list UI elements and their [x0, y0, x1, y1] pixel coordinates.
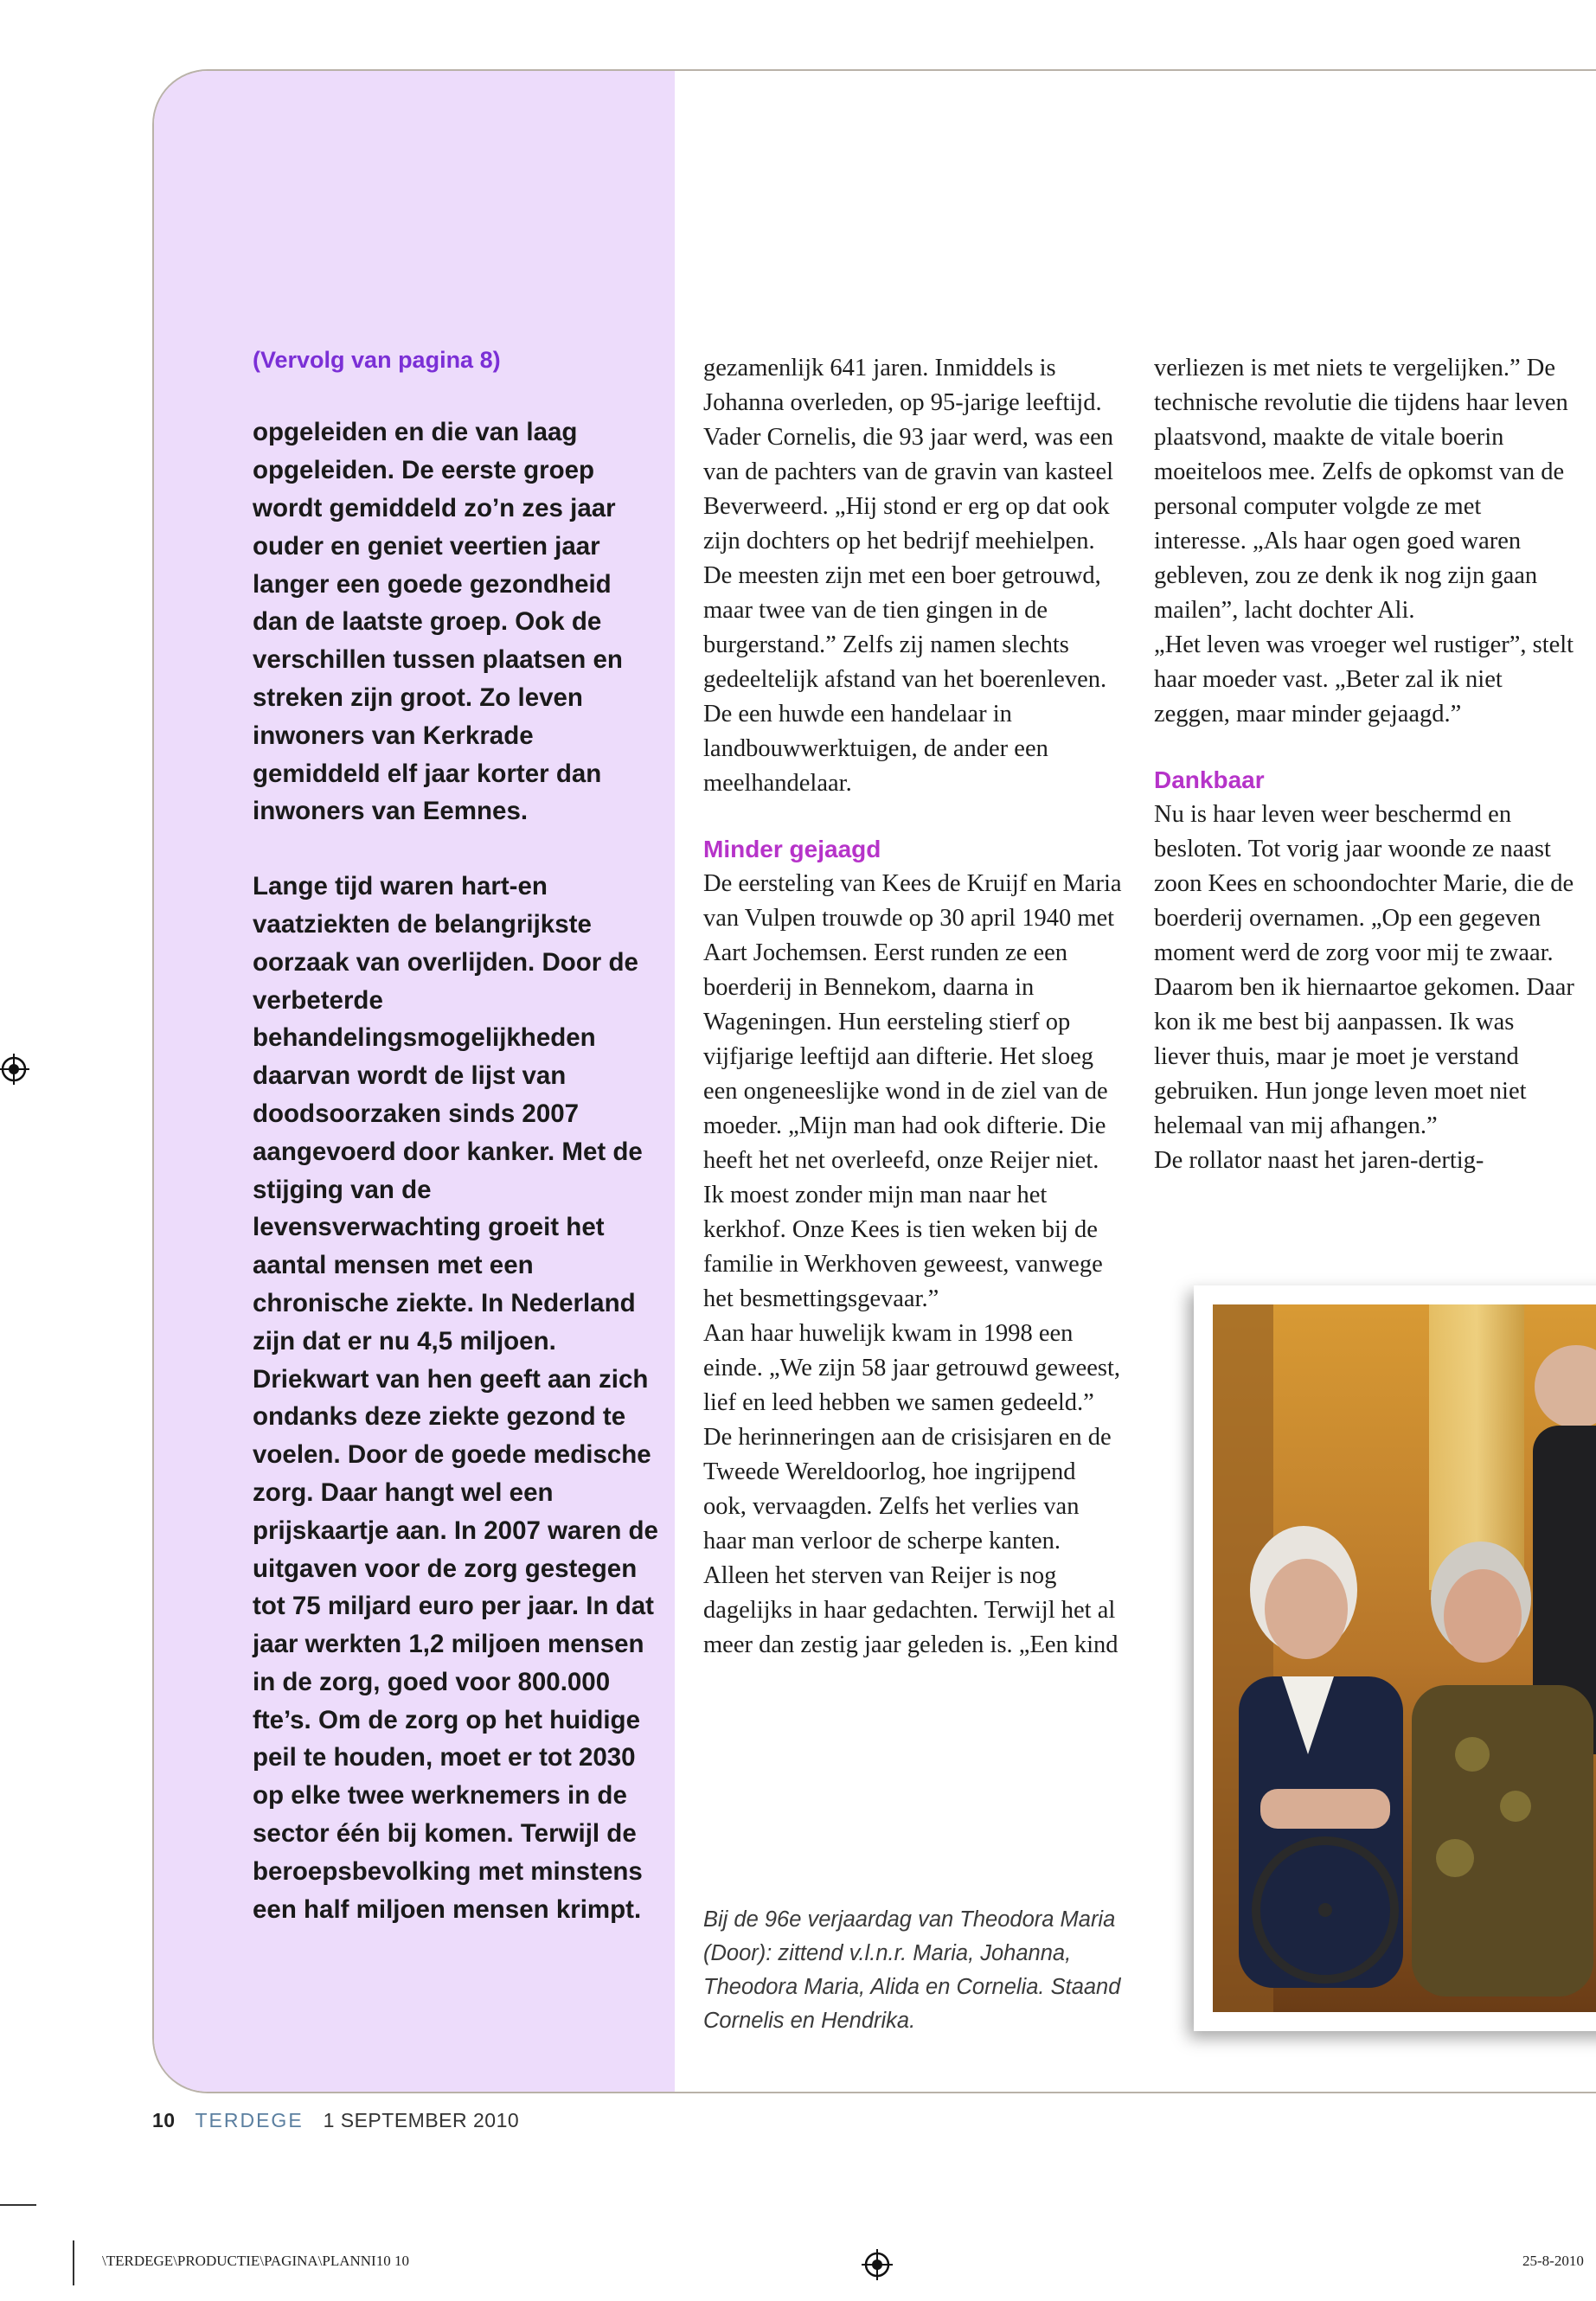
- crop-mark: [0, 2204, 36, 2206]
- family-photo-illustration: [1213, 1304, 1596, 2012]
- left-column: [253, 346, 659, 1965]
- registration-mark-icon: [862, 2249, 893, 2280]
- left-paragraph: Lange tijd waren hart-en vaatziekten de belangrijkste oorzaak van overlijden. Door de verbeterde behandelingsmogelijkheden daarvan wordt de lijst van doodsoorzaken sinds 2007 aangevoerd door kanker. Met de stijging van de levensverwachting groeit het aantal mensen met een chronische ziekte. In Nederland zijn dat er nu 4,5 miljoen. Driekwart van hen geeft aan zich ondanks deze ziekte gezond te voelen. Door de goede medische zorg. Daar hangt wel een prijskaartje aan. In 2007 waren de uitgaven voor de zorg gestegen tot 75 miljard euro per jaar. In dat jaar werkten 1,2 miljoen mensen in de zorg, goed voor 800.000 fte’s. Om de zorg op het huidige peil te houden, moet er tot 2030 op elke twee werknemers in de sector één bij komen. Terwijl de beroepsbevolking met minstens een half miljoen mensen krimpt.: [253, 872, 658, 1924]
- page-number: 10: [152, 2109, 176, 2131]
- left-paragraph: opgeleiden en die van laag opgeleiden. De eerste groep wordt gemiddeld zo’n zes jaar ouder en geniet veertien jaar langer een goede gezondheid dan de laatste groep. Ook de verschillen tussen plaatsen en streken zijn groot. Zo leven inwoners van Kerkrade gemiddeld elf jaar korter dan inwoners van Eemnes.: [253, 418, 623, 826]
- right-column: [1154, 351, 1574, 1178]
- photo-caption: Bij de 96e verjaardag van Theodora Maria (Door): zittend v.l.n.r. Maria, Johanna, Theodora Maria, Alida en Cornelia. Staand Cornelis en Hendrika.: [703, 1907, 1121, 2033]
- seated-person-hands: [1260, 1789, 1390, 1829]
- registration-mark-icon: [0, 1054, 29, 1085]
- body-paragraph: Vader Cornelis, die 93 jaar werd, was een van de pachters van de gravin van kasteel Beverweerd. „Hij stond er erg op dat ook zijn dochters op het bedrijf meehielpen. De meesten zijn met een boer getrouwd, maar twee van de tien gingen in de burgerstand.” Zelfs zij namen slechts gedeeltelijk afstand van het boerenleven. De een huwde een handelaar in landbouwwerktuigen, de ander een meelhandelaar.: [703, 424, 1114, 797]
- slug-date: 25-8-2010: [1522, 2253, 1584, 2269]
- seated-person-face: [1265, 1559, 1348, 1659]
- page-folio: [152, 2109, 519, 2132]
- photo-card: [1194, 1285, 1596, 2031]
- body-paragraph: De eersteling van Kees de Kruijf en Maria van Vulpen trouwde op 30 april 1940 met Aart Jochemsen. Eerst runden ze een boerderij in Bennekom, daarna in Wageningen. Hun eersteling stierf op vijfjarige leeftijd aan difterie. Het sloeg een ongeneeslijke wond in de ziel van de moeder. „Mijn man had ook difterie. Die heeft het net overleefd, onze Reijer niet. Ik moest zonder mijn man naar het kerkhof. Onze Kees is tien weken bij de familie in Werkhoven geweest, vanwege het besmettingsgevaar.”: [703, 870, 1122, 1312]
- issue-date: 1 SEPTEMBER 2010: [323, 2109, 520, 2131]
- section-heading: Dankbaar: [1154, 766, 1265, 793]
- seated-person-body-2: [1412, 1685, 1593, 1997]
- family-photo: [1213, 1304, 1596, 2012]
- magazine-name: TERDEGE: [195, 2109, 304, 2131]
- middle-column: [703, 351, 1124, 1663]
- continued-from-label: (Vervolg van pagina 8): [253, 347, 501, 373]
- body-paragraph: Nu is haar leven weer beschermd en besloten. Tot vorig jaar woonde ze naast zoon Kees en schoondochter Marie, die de boerderij overnamen. „Op een gegeven moment werd de zorg voor mij te zwaar. Daarom ben ik hiernaartoe gekomen. Daar kon ik me best bij aanpassen. Ik was liever thuis, maar je moet je verstand gebruiken. Hun jonge leven moet niet helemaal van mij afhangen.”: [1154, 801, 1574, 1139]
- seated-person-face-2: [1444, 1569, 1522, 1663]
- slug-path: \TERDEGE\PRODUCTIE\PAGINA\PLANNI10 10: [102, 2253, 409, 2269]
- section-heading: Minder gejaagd: [703, 836, 881, 862]
- body-paragraph: verliezen is met niets te vergelijken.” De technische revolutie die tijdens haar leven plaatsvond, maakte de vitale boerin moeiteloos mee. Zelfs de opkomst van de personal computer volgde ze met interesse. „Als haar ogen goed waren gebleven, zou ze denk ik nog zijn gaan mailen”, lacht dochter Ali.: [1154, 355, 1568, 624]
- body-paragraph: De rollator naast het jaren-dertig-: [1154, 1147, 1484, 1174]
- body-paragraph: Aan haar huwelijk kwam in 1998 een einde. „We zijn 58 jaar getrouwd geweest, lief en leed hebben we samen gedeeld.” De herinneringen aan de crisisjaren en de Tweede Wereldoorlog, hoe ingrijpend ook, vervaagden. Zelfs het verlies van haar man verloor de scherpe kanten. Alleen het sterven van Reijer is nog dagelijks in haar gedachten. Terwijl het al meer dan zestig jaar geleden is. „Een kind: [703, 1320, 1121, 1658]
- body-paragraph: gezamenlijk 641 jaren. Inmiddels is Johanna overleden, op 95-jarige leeftijd.: [703, 355, 1102, 416]
- crop-mark: [73, 2240, 74, 2285]
- body-paragraph: „Het leven was vroeger wel rustiger”, stelt haar moeder vast. „Beter zal ik niet zeggen, maar minder gejaagd.”: [1154, 631, 1574, 727]
